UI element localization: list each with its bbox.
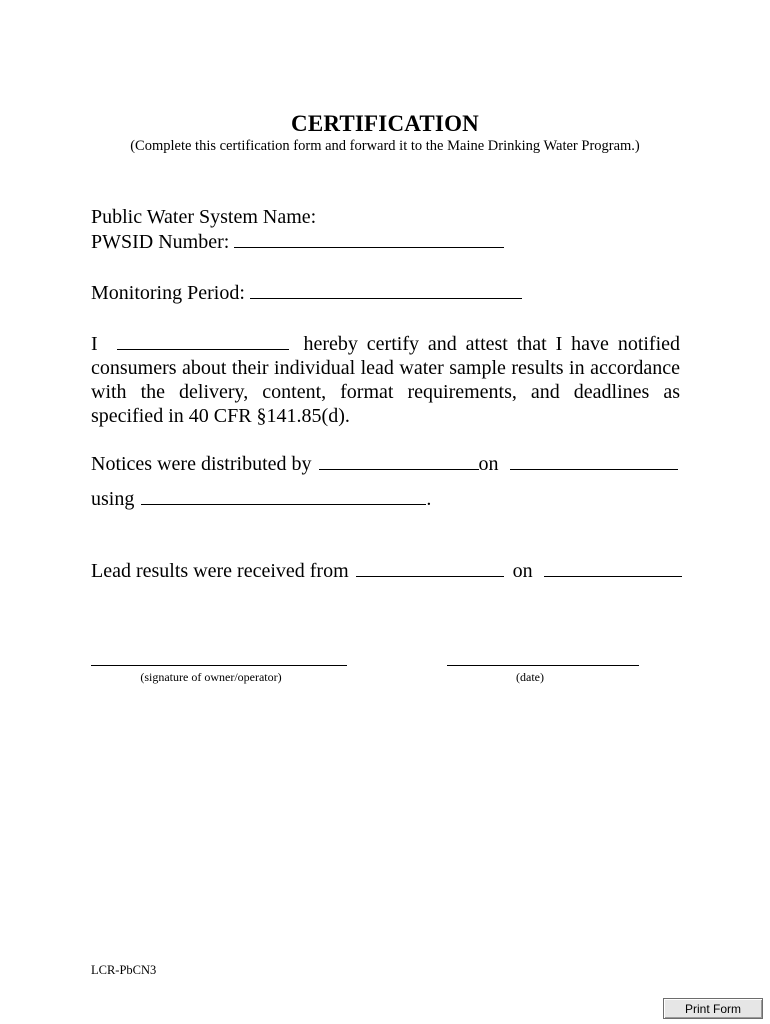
monitoring-label: Monitoring Period: xyxy=(91,282,245,304)
cert-line-2: consumers about their individual lead water sample results in accordance xyxy=(91,357,680,379)
date-caption: (date) xyxy=(516,670,544,684)
signature-caption: (signature of owner/operator) xyxy=(140,670,282,684)
print-form-button[interactable]: Print Form xyxy=(663,998,763,1019)
pwsid-row xyxy=(91,229,504,254)
signature-line[interactable] xyxy=(91,665,347,666)
monitoring-row xyxy=(91,280,522,305)
system-name-label: Public Water System Name: xyxy=(91,206,317,228)
system-name-row xyxy=(91,205,316,229)
cert-prefix: I xyxy=(91,333,98,355)
lead-received-from-field[interactable] xyxy=(356,558,504,577)
form-title: CERTIFICATION xyxy=(291,111,479,136)
using-method-field[interactable] xyxy=(141,486,426,505)
using-end: . xyxy=(426,488,432,510)
lead-results-row xyxy=(91,558,682,583)
notices-label: Notices were distributed by xyxy=(91,453,312,475)
certifier-name-field[interactable] xyxy=(117,331,289,350)
pwsid-field[interactable] xyxy=(234,229,504,248)
lead-results-label: Lead results were received from xyxy=(91,560,349,582)
using-label: using xyxy=(91,488,135,510)
monitoring-period-field[interactable] xyxy=(250,280,522,299)
certification-statement xyxy=(91,331,680,428)
distributed-date-field[interactable] xyxy=(510,451,678,470)
form-subtitle: (Complete this certification form and forward it to the Maine Drinking Water Program.) xyxy=(130,138,640,154)
using-row xyxy=(91,486,431,511)
cert-line-4: specified in 40 CFR §141.85(d). xyxy=(91,405,350,427)
date-line[interactable] xyxy=(447,665,639,666)
cert-line-1 xyxy=(91,331,680,356)
cert-line-1-text: hereby certify and attest that I have notified xyxy=(303,333,681,355)
lead-received-date-field[interactable] xyxy=(544,558,682,577)
notices-on-label: on xyxy=(478,453,499,475)
notices-row xyxy=(91,451,678,476)
distributed-by-field[interactable] xyxy=(319,451,479,470)
form-code: LCR-PbCN3 xyxy=(91,963,157,977)
lead-on-label: on xyxy=(512,560,533,582)
cert-line-3: with the delivery, content, format requirements, and deadlines as xyxy=(91,381,680,403)
pwsid-label: PWSID Number: xyxy=(91,231,230,253)
